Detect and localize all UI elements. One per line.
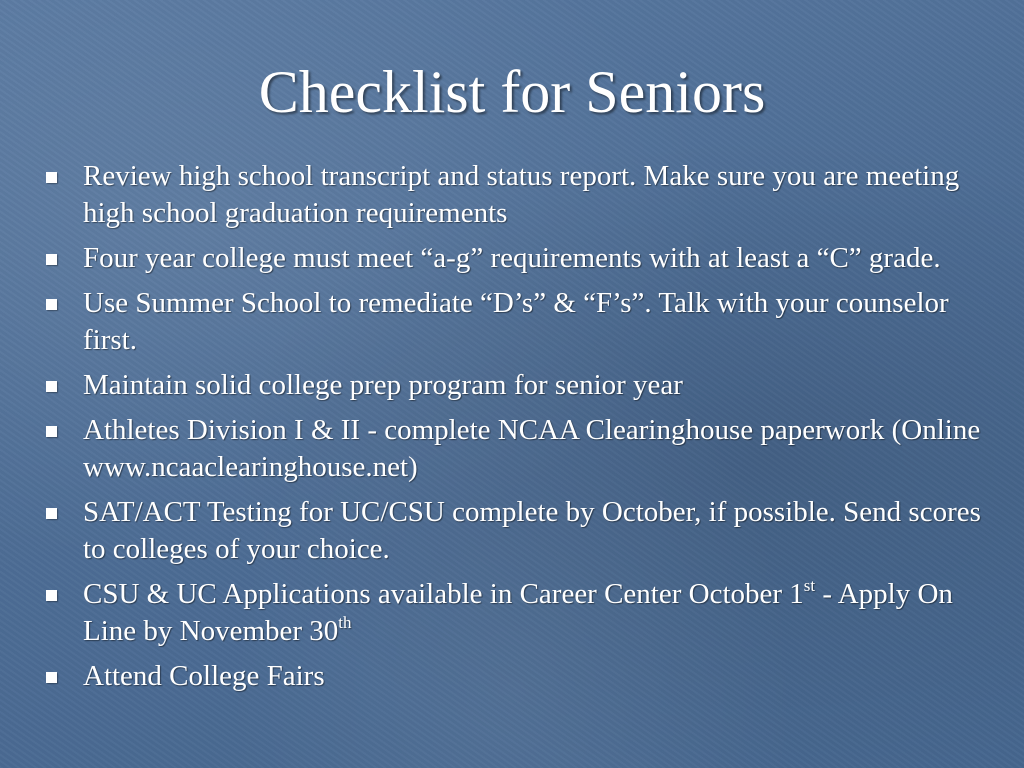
bullet-text: [83, 578, 953, 647]
bullet-item: [42, 658, 982, 695]
square-bullet-icon: [46, 672, 57, 683]
square-bullet-icon: [46, 426, 57, 437]
bullet-item: [42, 240, 982, 277]
bullet-item: [42, 285, 982, 359]
bullet-item: [42, 158, 982, 232]
bullet-text: Attend College Fairs: [83, 660, 325, 692]
square-bullet-icon: [46, 508, 57, 519]
bullet-list: [42, 158, 982, 703]
square-bullet-icon: [46, 299, 57, 310]
square-bullet-icon: [46, 172, 57, 183]
bullet-text-part: - Apply On Line by November 30: [83, 578, 953, 647]
square-bullet-icon: [46, 254, 57, 265]
bullet-item: [42, 412, 982, 486]
bullet-text: Athletes Division I & II - complete NCAA Clearinghouse paperwork (Online www.ncaaclearinghouse.net): [83, 414, 981, 483]
bullet-text: Maintain solid college prep program for senior year: [83, 369, 683, 401]
bullet-text: Four year college must meet “a-g” requirements with at least a “C” grade.: [83, 242, 941, 274]
bullet-item: [42, 367, 982, 404]
square-bullet-icon: [46, 381, 57, 392]
slide-title: Checklist for Seniors: [258, 59, 766, 125]
bullet-item: [42, 576, 982, 650]
bullet-text: Use Summer School to remediate “D’s” & “F’s”. Talk with your counselor first.: [83, 287, 949, 356]
square-bullet-icon: [46, 590, 57, 601]
bullet-text: SAT/ACT Testing for UC/CSU complete by October, if possible. Send scores to colleges of your choice.: [83, 496, 981, 565]
bullet-item: [42, 494, 982, 568]
ordinal-suffix: st: [803, 576, 816, 595]
bullet-text: Review high school transcript and status report. Make sure you are meeting high school graduation requirements: [83, 160, 960, 229]
ordinal-suffix: th: [338, 613, 352, 632]
bullet-text-part: CSU & UC Applications available in Career Center October 1: [83, 578, 804, 610]
